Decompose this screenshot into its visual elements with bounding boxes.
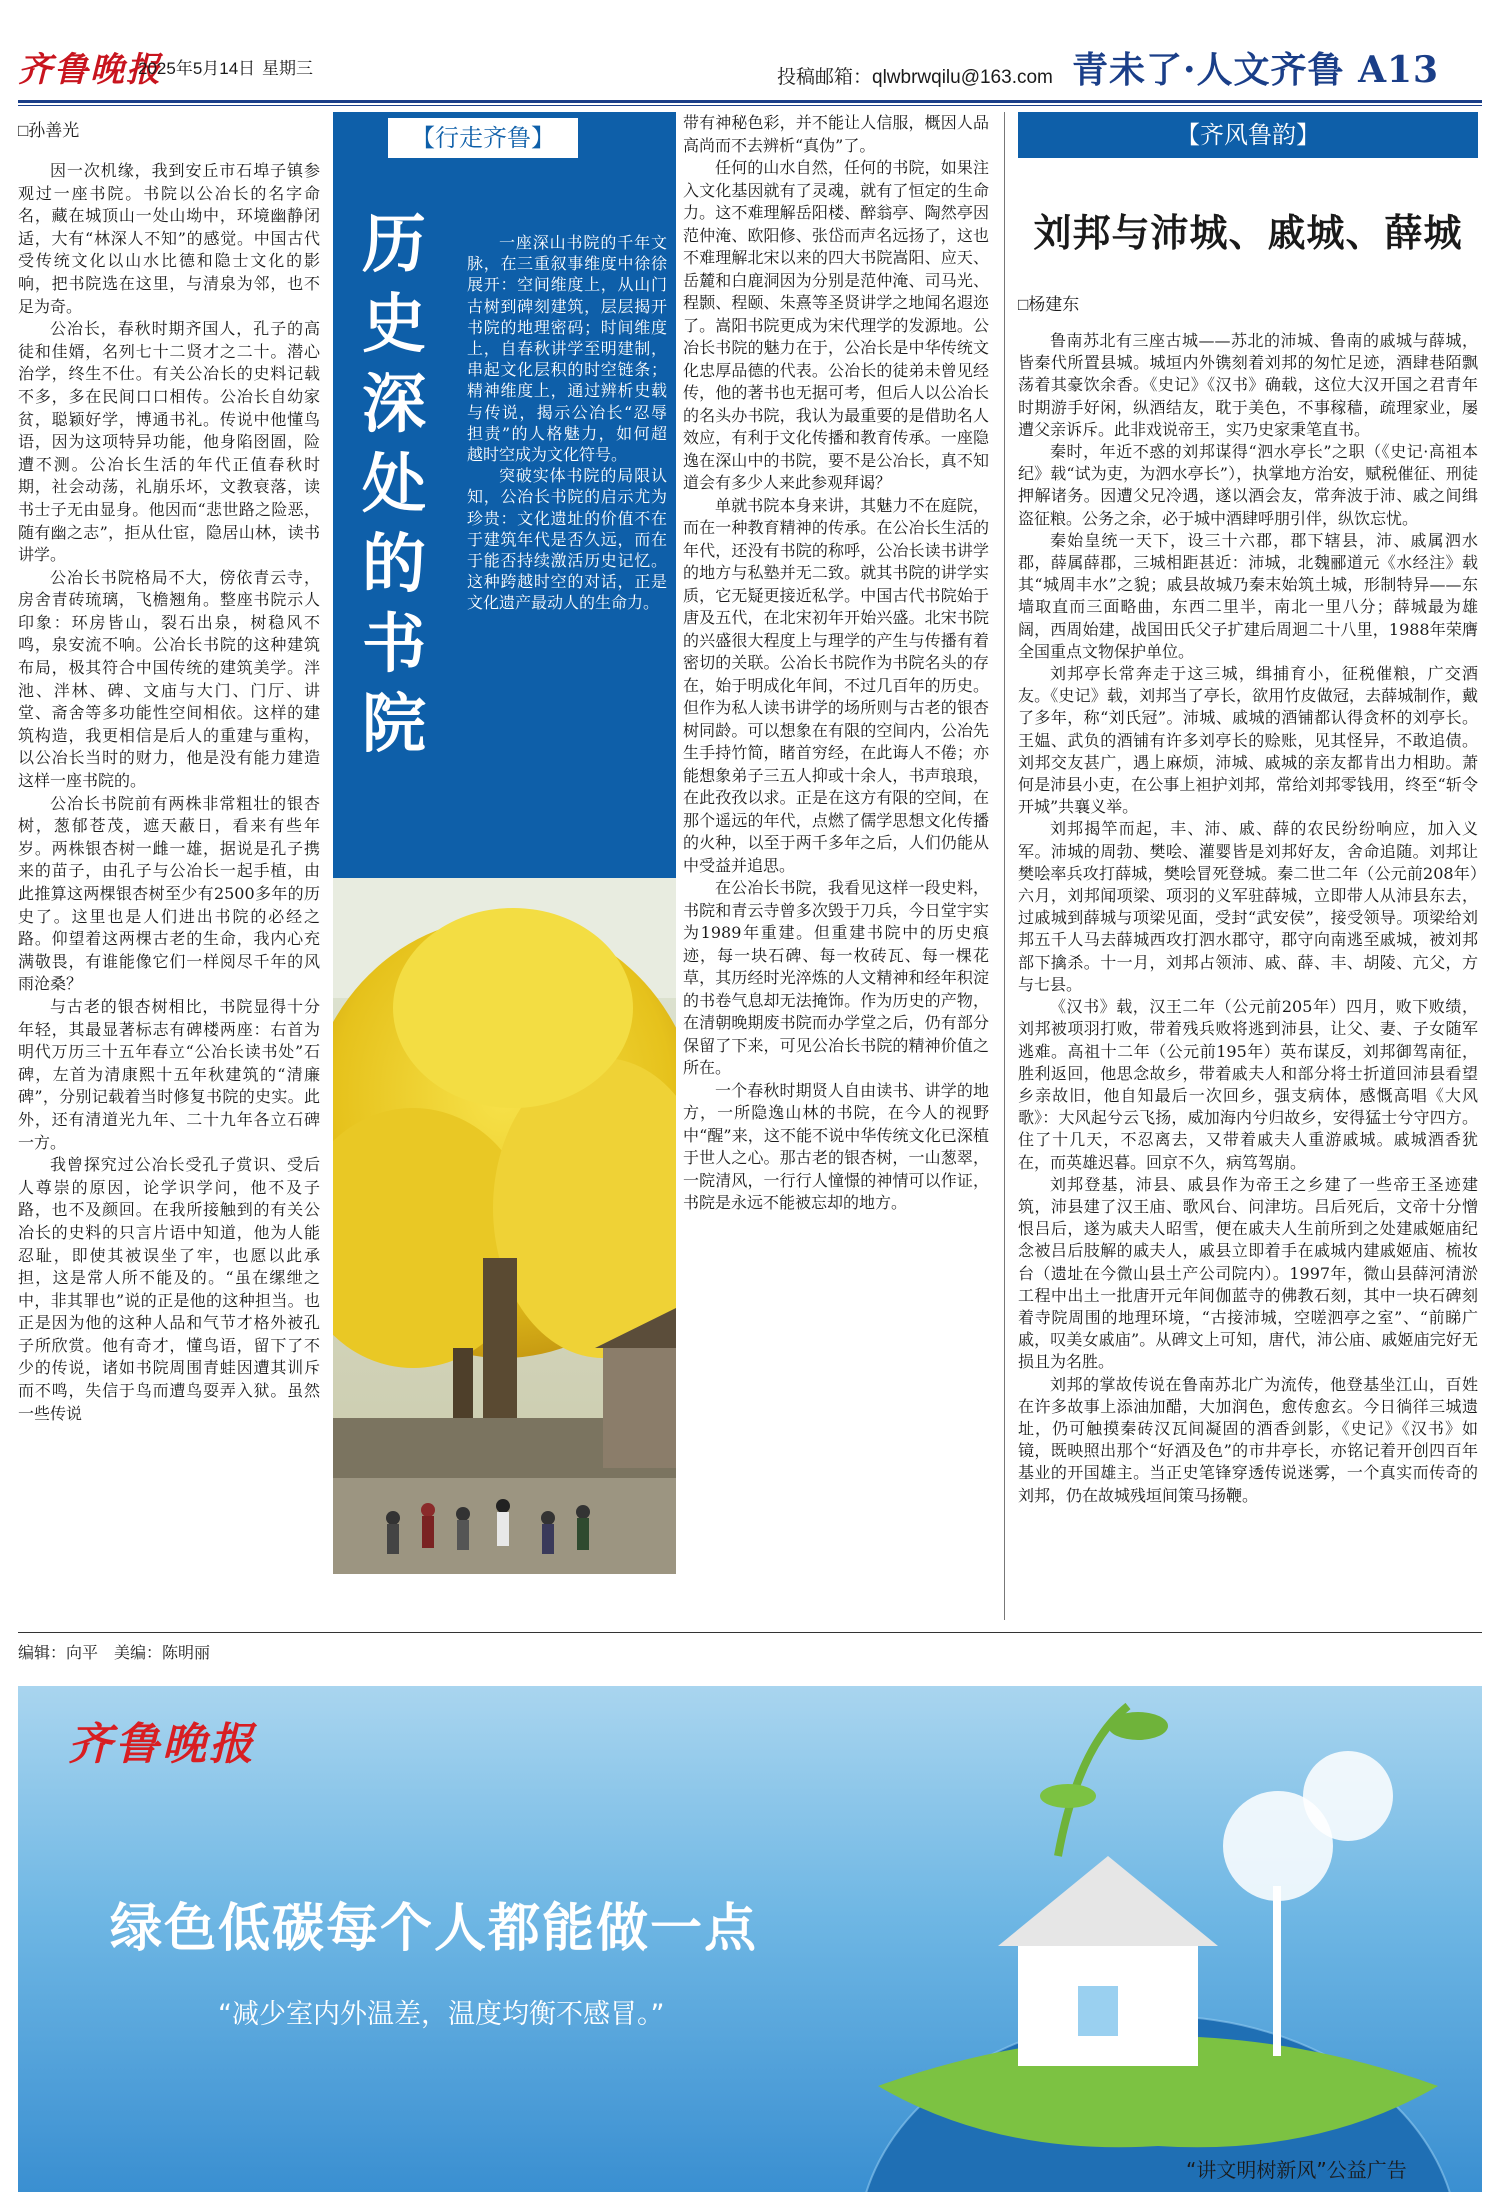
ad-quote: “减少室内外温差，温度均衡不感冒。” <box>218 1999 665 2030</box>
article2-title: 刘邦与沛城、戚城、薛城 <box>1033 210 1463 255</box>
paragraph: 公冶长，春秋时期齐国人，孔子的高徒和佳婿，名列七十二贤才之二十。潜心治学，终生不仕。有关公冶长的史料记载不多，多在民间口口相传。公冶长自幼家贫，聪颖好学，博通书礼。传说中他懂鸟语，因为这项特异功能，他身陷囹圄，险遭不测。公冶长生活的年代正值春秋时期，社会动荡，礼崩乐坏，文教衰落，读书士子无由显身。他因而“悲世路之险恶，随有幽之志”，拒从仕宦，隐居山林，读书讲学。 <box>18 319 320 565</box>
article1-title: 历史深处的书院 <box>362 207 426 762</box>
issue-date: 2025年5月14日 <box>138 59 256 78</box>
ad-credit: “讲文明树新风”公益广告 <box>1186 2158 1407 2182</box>
paragraph: 鲁南苏北有三座古城——苏北的沛城、鲁南的戚城与薛城，皆秦代所置县城。城垣内外镌刻着刘邦的匆忙足迹，酒肆巷陌飘荡着其豪饮余香。《史记》《汉书》确载，这位大汉开国之君青年时期游手好闲，纵酒结友，耽于美色，不事稼穑，疏理家业，屡遭父亲诉斥。此非戏说帝王，实乃史家秉笔直书。 <box>1018 331 1478 439</box>
article2-column-tag: 【齐风鲁韵】 <box>1018 112 1478 158</box>
paragraph: 一个春秋时期贤人自由读书、讲学的地方，一所隐逸山林的书院，在今人的视野中“醒”来，这不能不说中华传统文化已深植于世人之心。那古老的银杏树，一山葱翠，一院清风，一行行人憧憬的神情可以作证，书院是永远不能被忘却的地方。 <box>683 1080 989 1212</box>
paragraph: 《汉书》载，汉王二年（公元前205年）四月，败下败绩，刘邦被项羽打败，带着残兵败将逃到沛县，让父、妻、子女随军逃难。高祖十二年（公元前195年）英布谋反，刘邦御驾南征，胜利返回，他思念故乡，带着戚夫人和部分将士折道回沛县看望乡亲故旧，他自知最后一次回乡，强支病体，感慨高唱《大风歌》：大风起兮云飞扬，威加海内兮归故乡，安得猛士兮守四方。住了十几天，不忍离去，又带着戚夫人重游戚城。戚城酒香犹在，而英雄迟暮。回京不久，病笃驾崩。 <box>1018 997 1478 1172</box>
editor-credits: 编辑：向平 美编：陈明丽 <box>18 1645 211 1662</box>
ad-brand-logo: 齐鲁晚报 <box>68 1719 256 1770</box>
column-divider <box>1004 112 1005 1620</box>
paragraph: 秦时，年近不惑的刘邦谋得“泗水亭长”之职（《史记·高祖本纪》载“试为吏，为泗水亭长”），执掌地方治安，赋税催征、刑徒押解诸务。因遭父兄冷遇，遂以酒会友，常奔波于沛、戚之间缉盗征粮。公务之余，必于城中酒肆呼朋引伴，纵饮忘忧。 <box>1018 442 1478 528</box>
paragraph: 带有神秘色彩，并不能让人信服，概因人品高尚而不去辨析“真伪”了。 <box>683 113 989 155</box>
article1-lead <box>467 232 667 614</box>
ad-slogan: 绿色低碳每个人都能做一点 <box>110 1899 759 1959</box>
submission-email: 投稿邮箱：qlwbrwqilu@163.com <box>777 67 1053 88</box>
paragraph: 因一次机缘，我到安丘市石埠子镇参观过一座书院。书院以公冶长的名字命名，藏在城顶山一处山坳中，环境幽静闭适，大有“林深人不知”的感觉。中国古代受传统文化以山水比德和隐士文化的影响，把书院选在这里，与清泉为邻，也不足为奇。 <box>18 161 320 316</box>
paragraph: 秦始皇统一天下，设三十六郡，郡下辖县，沛、戚属泗水郡，薛属薛郡，三城相距甚近：沛城，北魏郦道元《水经注》载其“城周丰水”之貌；戚县故城乃秦末始筑土城，形制特异——东墙取直而三面略曲，东西二里半，南北一里八分；薛城最为雄阔，西周始建，战国田氏父子扩建后周迴二十八里，1988年荣膺全国重点文物保护单位。 <box>1018 530 1478 661</box>
header-rule <box>18 100 1482 103</box>
paragraph: 公冶长书院前有两株非常粗壮的银杏树，葱郁苍茂，遮天蔽日，看来有些年岁。两株银杏树一雌一雄，据说是孔子携来的苗子，由孔子与公冶长一起手植，由此推算这两棵银杏树至少有2500多年的历史了。这里也是人们进出书院的必经之路。仰望着这两棵古老的生命，我内心充满敬畏，有谁能像它们一样阅尽千年的风雨沧桑？ <box>18 793 320 994</box>
footer-rule <box>18 1632 1482 1633</box>
paragraph: 刘邦揭竿而起，丰、沛、戚、薛的农民纷纷响应，加入义军。沛城的周勃、樊哙、灌婴皆是刘邦好友，舍命追随。刘邦让樊哙率兵攻打薛城，樊哙冒死登城。秦二世二年（公元前208年）六月，刘邦闻项梁、项羽的义军驻薛城，立即带人从沛县东去，过戚城到薛城与项梁见面，受封“武安侯”，接受领导。项梁给刘邦五千人马去薛城西攻打泗水郡守，郡守向南逃至戚城，被刘邦部下擒杀。十一月，刘邦占领沛、戚、薛、丰、胡陵、亢父，方与七县。 <box>1018 819 1478 994</box>
issue-weekday: 星期三 <box>262 59 313 78</box>
masthead-logo: 齐鲁晚报 <box>18 50 162 90</box>
paragraph: 与古老的银杏树相比，书院显得十分年轻，其最显著标志有碑楼两座：右首为明代万历三十五年春立“公冶长读书处”石碑，左首为清康熙十五年秋建筑的“清廉碑”，分别记载着当时修复书院的史实。此外，还有清道光九年、二十九年各立石碑一方。 <box>18 996 320 1152</box>
article1-column-1 <box>18 160 320 1425</box>
paragraph: 公冶长书院格局不大，傍依青云寺，房舍青砖琉璃，飞檐翘角。整座书院示人印象：环房皆山，裂石出泉，树稳风不鸣，泉安流不响。公冶长书院的这种建筑布局，极其符合中国传统的建筑美学。泮池、泮林、碑、文庙与大门、门厅、讲堂、斋舍等多功能性空间相依。这样的建筑构造，我更相信是后人的重建与重构，以公冶长当时的财力，他是没有能力建造这样一座书院的。 <box>18 567 320 791</box>
paragraph: 在公冶长书院，我看见这样一段史料，书院和青云寺曾多次毁于刀兵，今日堂宇实为1989年重建。但重建书院中的历史痕迹，每一块石碑、每一枚砖瓦、每一棵花草，其历经时光淬炼的人文精神和经年积淀的书卷气息却无法掩饰。作为历史的产物，在清朝晚期废书院而办学堂之后，仍有部分保留了下来，可见公冶长书院的精神价值之所在。 <box>683 878 989 1077</box>
paragraph: 刘邦亭长常奔走于这三城，缉捕育小，征税催粮，广交酒友。《史记》载，刘邦当了亭长，欲用竹皮做冠，去薛城制作，戴了多年，称“刘氏冠”。沛城、戚城的酒铺都认得贪杯的刘亭长。王媪、武负的酒铺有许多刘亭长的赊账，见其怪异，不敢追债。刘邦交友甚广，遇上麻烦，沛城、戚城的亲友都肯出力相助。萧何是沛县小吏，在公事上袒护刘邦，常给刘邦零钱用，终至“斩令开城”共襄义举。 <box>1018 664 1478 817</box>
paragraph: 突破实体书院的局限认知，公冶长书院的启示尤为珍贵：文化遗址的价值不在于建筑年代是否久远，而在于能否持续激活历史记忆。这种跨越时空的对话，正是文化遗产最动人的生命力。 <box>467 466 667 613</box>
paragraph: 任何的山水自然，任何的书院，如果注入文化基因就有了灵魂，就有了恒定的生命力。这不难理解岳阳楼、醉翁亭、陶然亭因范仲淹、欧阳修、张岱而声名远扬了，这也不难理解北宋以来的四大书院嵩阳、应天、岳麓和白鹿洞因为分别是范仲淹、司马光、程颢、程颐、朱熹等圣贤讲学之地闻名遐迩了。嵩阳书院更成为宋代理学的发源地。公冶长书院的魅力在于，公冶长是中华传统文化忠厚品德的代表。公冶长的徒弟未曾见经传，他的著书也无据可考，但后人以公冶长的名头办书院，我认为最重要的是借助名人效应，有利于文化传播和教育传承。一座隐逸在深山中的书院，要不是公冶长，真不知道会有多少人来此参观拜谒？ <box>683 158 989 492</box>
paragraph: 刘邦登基，沛县、戚县作为帝王之乡建了一些帝王圣迹建筑，沛县建了汉王庙、歌风台、问津坊。吕后死后，文帝十分憎恨吕后，遂为戚夫人昭雪，便在戚夫人生前所到之处建戚姬庙纪念被吕后肢解的戚夫人，戚县立即着手在戚城内建戚姬庙、梳妆台（遗址在今微山县土产公司院内）。1997年，微山县薛河清淤工程中出土一批唐开元年间伽蓝寺的佛教石刻，其中一块石碑刻着寺院周围的地理环境，“古接沛城，空嗟泗亭之室”、“前睇广戚，叹美女戚庙”。从碑文上可知，唐代，沛公庙、戚姬庙完好无损且为名胜。 <box>1018 1174 1478 1372</box>
section-title: 青未了·人文齐鲁 A13 <box>1072 49 1440 91</box>
paragraph: 刘邦的掌故传说在鲁南苏北广为流传，他登基坐江山，百姓在许多故事上添油加醋，大加润色，愈传愈玄。今日徜徉三城遗址，仍可触摸秦砖汉瓦间凝固的酒香剑影，《史记》《汉书》如镜，既映照出那个“好酒及色”的市井亭长，亦铭记着开创四百年基业的开国雄主。当正史笔锋穿透传说迷雾，一个真实而传奇的刘邦，仍在故城残垣间策马扬鞭。 <box>1018 1374 1478 1505</box>
paragraph: 单就书院本身来讲，其魅力不在庭院，而在一种教育精神的传承。在公冶长生活的年代，还没有书院的称呼，公冶长读书讲学的地方与私塾并无二致。就其书院的讲学实质，它无疑更接近私学。中国古代书院始于唐及五代，在北宋初年开始兴盛。北宋书院的兴盛很大程度上与理学的产生与传播有着密切的关联。公冶长书院作为书院名头的存在，始于明成化年间，不过几百年的历史。但作为私人读书讲学的场所则与古老的银杏树同龄。可以想象在有限的空间内，公冶先生手持竹简，睹首穷经，在此诲人不倦；亦能想象弟子三五人抑或十余人，书声琅琅，在此孜孜以求。正是在这方有限的空间，在那个遥远的年代，点燃了儒学思想文化传播的火种，以至于两千多年之后，人们仍能从中受益并追思。 <box>683 495 989 875</box>
article2-author: □杨建东 <box>1018 295 1080 314</box>
article1-column-tag: 【行走齐鲁】 <box>388 118 578 158</box>
article1-column-2 <box>683 112 989 1215</box>
public-service-ad <box>18 1686 1482 2192</box>
paragraph: 我曾探究过公冶长受孔子赏识、受后人尊崇的原因，论学识学问，他不及子路，也不及颜回。在我所接触到的有关公冶长的史料的只言片语中知道，他为人能忍耻，即使其被误坐了牢，也愿以此承担，这是常人所不能及的。“虽在缧绁之中，非其罪也”说的正是他的这种担当。也正是因为他的这种人品和气节才格外被孔子所欣赏。他有奇才，懂鸟语，留下了不少的传说，诸如书院周围青蛙因遭其训斥而不鸣，失信于鸟而遭鸟耍弄入狱。虽然一些传说 <box>18 1155 320 1423</box>
header-rule-thin <box>18 105 1482 106</box>
article1-author: □孙善光 <box>18 121 80 140</box>
paragraph: 一座深山书院的千年文脉，在三重叙事维度中徐徐展开：空间维度上，从山门古树到碑刻建筑，层层揭开书院的地理密码；时间维度上，自春秋讲学至明建制，串起文化层积的时空链条；精神维度上，通过辨析史载与传说，揭示公冶长“忍辱担责”的人格魅力，如何超越时空成为文化符号。 <box>467 233 667 465</box>
article2-body <box>1018 330 1478 1507</box>
ginkgo-tree-photo <box>333 878 676 1574</box>
